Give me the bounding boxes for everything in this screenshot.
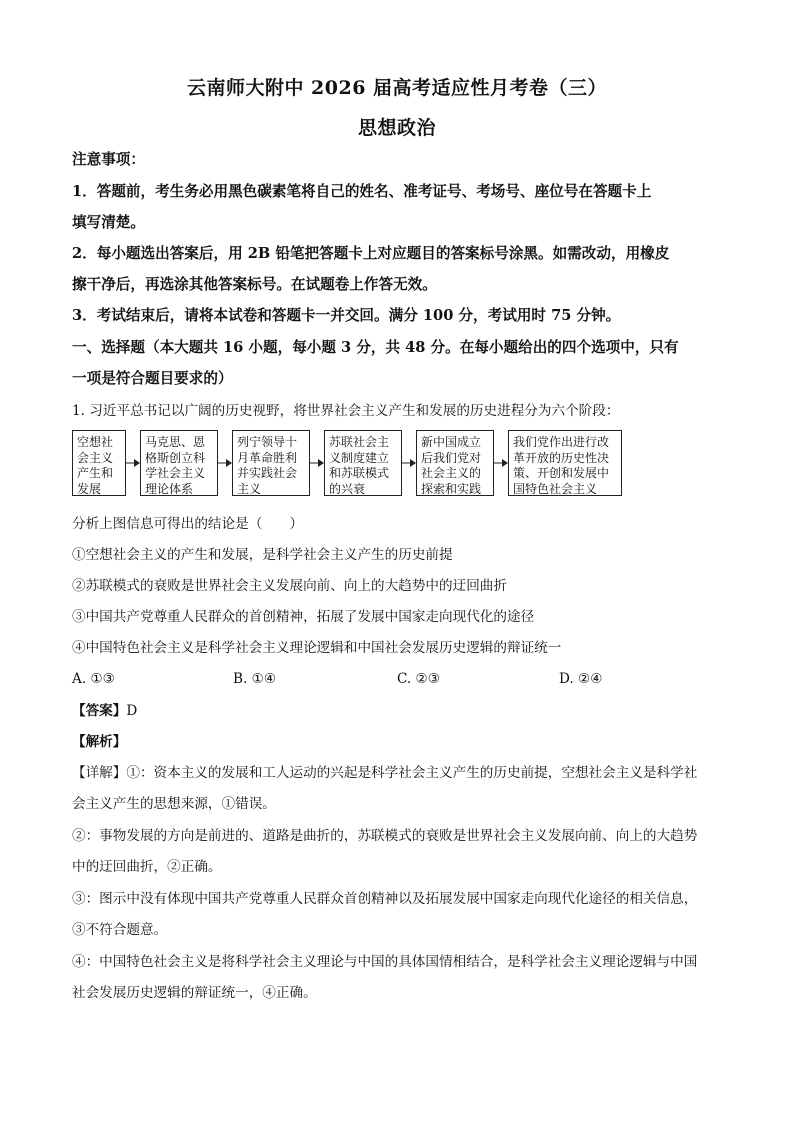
stage-box: 我们党作出进行改革开放的历史性决策、开创和发展中国特色社会主义: [508, 430, 622, 496]
option-b: B. ①④: [233, 671, 277, 687]
stage-box: 苏联社会主义制度建立和苏联模式的兴衰: [324, 430, 402, 496]
section-heading: 一、选择题（本大题共 16 小题，每小题 3 分，共 48 分。在每小题给出的四个选项中，只有: [72, 339, 679, 356]
notice-heading: 注意事项：: [72, 151, 145, 168]
notice-line: 1．答题前，考生务必用黑色碳素笔将自己的姓名、准考证号、考场号、座位号在答题卡上: [72, 183, 652, 200]
arrow-right-icon: [402, 457, 416, 469]
arrow-right-icon: [494, 457, 508, 469]
detail-line: ③不符合题意。: [72, 922, 168, 938]
notice-line: 3．考试结束后，请将本试卷和答题卡一并交回。满分 100 分，考试用时 75 分钟。: [72, 307, 621, 324]
stage-box: 列宁领导十月革命胜利并实践社会主义: [232, 430, 310, 496]
section-heading: 一项是符合题目要求的）: [72, 370, 233, 387]
detail-line: 【详解】①：资本主义的发展和工人运动的兴起是科学社会主义产生的历史前提，空想社会主义是科学社: [72, 765, 698, 781]
exam-title: 云南师大附中 2026 届高考适应性月考卷（三）: [186, 77, 608, 99]
detail-line: ④：中国特色社会主义是将科学社会主义理论与中国的具体国情相结合，是科学社会主义理论逻辑与中国: [72, 954, 698, 970]
answer-label: 【答案】: [72, 703, 127, 719]
detail-line: ②：事物发展的方向是前进的、道路是曲折的，苏联模式的衰败是世界社会主义发展向前、向上的大趋势: [72, 828, 698, 844]
answer-value: D: [126, 703, 138, 719]
option-a: A. ①③: [72, 671, 115, 687]
notice-line: 擦干净后，再选涂其他答案标号。在试题卷上作答无效。: [72, 276, 437, 293]
statement: ④中国特色社会主义是科学社会主义理论逻辑和中国社会发展历史逻辑的辩证统一: [72, 640, 562, 656]
subject-title: 思想政治: [357, 117, 436, 139]
answer-line: [72, 701, 722, 721]
statement: ②苏联模式的衰败是世界社会主义发展向前、向上的大趋势中的迂回曲折: [72, 578, 507, 594]
option-d: D. ②④: [559, 671, 603, 687]
detail-line: 会主义产生的思想来源，①错误。: [72, 796, 276, 812]
stages-flow-diagram: [72, 430, 624, 498]
stage-box: 新中国成立后我们党对社会主义的探索和实践: [416, 430, 494, 496]
arrow-right-icon: [218, 457, 232, 469]
stage-box: 马克思、恩格斯创立科学社会主义理论体系: [140, 430, 218, 496]
statement: ①空想社会主义的产生和发展，是科学社会主义产生的历史前提: [72, 547, 453, 563]
question-prompt: 分析上图信息可得出的结论是（ ）: [72, 516, 304, 532]
arrow-right-icon: [126, 457, 140, 469]
analysis-label: 【解析】: [72, 734, 127, 750]
stage-box: 空想社会主义产生和发展: [72, 430, 126, 496]
detail-line: 社会发展历史逻辑的辩证统一，④正确。: [72, 985, 317, 1001]
statement: ③中国共产党尊重人民群众的首创精神，拓展了发展中国家走向现代化的途径: [72, 609, 535, 625]
detail-line: 中的迂回曲折，②正确。: [72, 859, 222, 875]
notice-line: 填写清楚。: [72, 214, 145, 231]
question-stem: 1. 习近平总书记以广阔的历史视野，将世界社会主义产生和发展的历史进程分为六个阶段：: [72, 403, 620, 419]
notice-line: 2．每小题选出答案后，用 2B 铅笔把答题卡上对应题目的答案标号涂黑。如需改动，用橡皮: [72, 245, 670, 262]
detail-line: ③：图示中没有体现中国共产党尊重人民群众首创精神以及拓展发展中国家走向现代化途径的相关信息，: [72, 891, 698, 907]
arrow-right-icon: [310, 457, 324, 469]
option-c: C. ②③: [397, 671, 440, 687]
